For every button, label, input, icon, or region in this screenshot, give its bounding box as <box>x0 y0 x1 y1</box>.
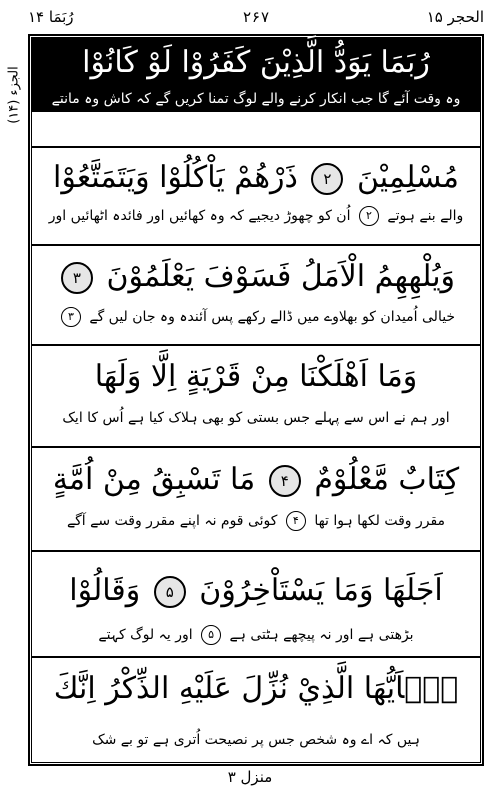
arabic-text: مُسْلِمِيْنَ <box>356 160 459 195</box>
page-number: ۲۶۷ <box>242 8 270 26</box>
arabic-text: وَيُلْهِهِمُ الْاَمَلُ فَسَوْفَ يَعْلَمُوْنَ <box>106 259 456 294</box>
arabic-text: وَقَالُوْا <box>69 573 141 608</box>
line-separator <box>31 656 481 658</box>
urdu-text: والے بنے ہوتے <box>387 208 464 224</box>
arabic-text: يٰۤاَيُّهَا الَّذِيْ نُزِّلَ عَلَيْهِ الذِّكْرُ اِنَّكَ <box>53 671 459 706</box>
urdu-text: ہیں کہ اے وہ شخص جس پر نصیحت اُتری ہے تو بے شک <box>92 732 420 748</box>
line-separator <box>31 446 481 448</box>
urdu-text: اور یہ لوگ کہتے <box>98 627 193 643</box>
verse-line-3 <box>31 252 481 302</box>
ayah-end-marker: ۳ <box>61 262 93 294</box>
ayah-end-marker: ۲ <box>311 163 343 195</box>
urdu-text: وہ وقت آئے گا جب انکار کرنے والے لوگ تمنا کریں گے کہ کاش وہ مانتے <box>51 91 461 107</box>
urdu-text: بڑھتی ہے اور نہ پیچھے ہٹتی ہے <box>229 627 414 643</box>
urdu-text: مقرر وقت لکھا ہوا تھا <box>314 513 446 529</box>
manzil-footer <box>0 768 500 786</box>
translation-line-7 <box>31 729 481 751</box>
urdu-text: اور ہم نے اس سے پہلے جس بستی کو بھی ہلاک کیا ہے اُس کا ایک <box>62 410 450 426</box>
verse-line-1 <box>31 38 481 88</box>
manzil-label: منزل ۳ <box>227 768 273 786</box>
ayah-end-marker: ۲ <box>359 206 379 226</box>
line-separator <box>31 550 481 552</box>
urdu-text: کوئی قوم نہ اپنے مقرر وقت سے آگے <box>66 513 278 529</box>
translation-line-4 <box>31 407 481 429</box>
verse-line-6 <box>31 566 481 616</box>
verse-line-5 <box>31 455 481 505</box>
urdu-text: خیالی اُمیدان کو بھلاوے میں ڈالے رکھے پس آئندہ وہ جان لیں گے <box>89 309 456 325</box>
line-separator <box>31 344 481 346</box>
verse-line-7 <box>31 664 481 714</box>
juz-side-label <box>2 40 26 150</box>
ayah-end-marker: ۴ <box>286 511 306 531</box>
arabic-text: كِتَابٌ مَّعْلُوْمٌ <box>314 462 460 497</box>
ayah-end-marker: ۵ <box>154 576 186 608</box>
arabic-text: مَا تَسْبِقُ مِنْ اُمَّةٍ <box>52 462 256 497</box>
arabic-text: وَمَا اَهْلَكْنَا مِنْ قَرْيَةٍ اِلَّا وَلَهَا <box>94 359 418 394</box>
page-header <box>28 6 484 32</box>
translation-line-3 <box>31 306 481 328</box>
arabic-text: رُبَمَا يَوَدُّ الَّذِيْنَ كَفَرُوْا لَوْ كَانُوْا <box>82 45 430 80</box>
verse-line-2 <box>31 153 481 203</box>
line-separator <box>31 146 481 148</box>
translation-line-5 <box>31 510 481 532</box>
arabic-text: ذَرْهُمْ يَاْكُلُوْا وَيَتَمَتَّعُوْا <box>53 160 298 195</box>
surah-name: الحجر ۱۵ <box>426 8 484 26</box>
ayah-end-marker: ۳ <box>61 307 81 327</box>
ayah-end-marker: ۴ <box>269 465 301 497</box>
urdu-text: اُن کو چھوڑ دیجیے کہ وہ کھائیں اور فائدہ اٹھائیں اور <box>48 208 351 224</box>
ayah-end-marker: ۵ <box>201 625 221 645</box>
line-separator <box>31 244 481 246</box>
para-name: رُبَمَا ۱۴ <box>28 8 74 26</box>
juz-label-text: الجزء (۱۴) <box>6 66 22 124</box>
arabic-text: اَجَلَهَا وَمَا يَسْتَاْخِرُوْنَ <box>199 573 443 608</box>
translation-line-1 <box>31 88 481 112</box>
translation-line-6 <box>31 624 481 646</box>
translation-line-2 <box>31 205 481 227</box>
verse-line-4 <box>31 352 481 402</box>
